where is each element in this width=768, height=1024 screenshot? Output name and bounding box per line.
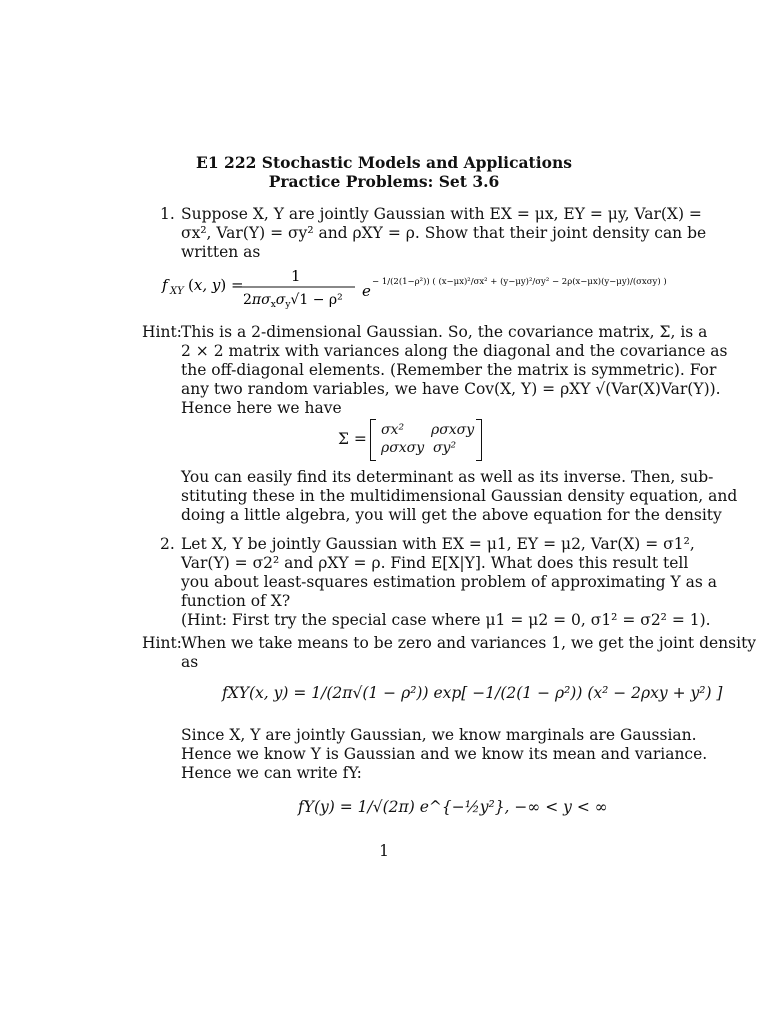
problem-2-line-4: function of X? [181,592,291,610]
svg-text:2πσxσy√1 − ρ²: $2\pi\sigma_x\sigma_y√1 - \rho^2$ [243,292,343,310]
problem-2-line-1: Let X, Y be jointly Gaussian with EX = μ1, EY = μ2, Var(X) = σ1², [181,535,695,553]
hint-2-equation-2: fY(y) = 1/√(2π) e^{−½y²}, −∞ < y < ∞ [298,798,608,816]
hint-2-equation-1: fXY(x, y) = 1/(2π√(1 − ρ²)) exp[ −1/(2(1 − ρ²)) (x² − 2ρxy + y²) ] [222,684,723,702]
hint-2-line-2: as [181,653,199,671]
problem-2-text [181,535,718,630]
document-title: E1 222 Stochastic Models and Applications [196,153,572,172]
document-subtitle: Practice Problems: Set 3.6 [268,172,500,191]
problem-1-line-3: written as [181,243,261,261]
problem-1-text [181,205,707,262]
hint-2-line-5: Hence we can write fY: [181,764,362,782]
matrix-cell-1-0: ρσxσy [381,440,425,456]
page-number: 1 [379,842,389,860]
matrix-cell-0-1: ρσxσy [431,422,475,438]
hint-1-line-8: doing a little algebra, you will get the above equation for the density [181,506,722,524]
svg-text:− 1/(2(1−ρ²)) ( (x−μx)²/σx² +: − 1/(2(1−ρ²)) ( (x−μx)²/σx² + (y−μy)²/σy² − 2ρ(x−μx)(y−μy)/(σxσy) ) [372,277,667,287]
hint-1-label: Hint: [142,323,182,341]
matrix-cell-0-0: σx² [381,422,405,438]
svg-text:e: e [362,282,371,300]
hint-1-line-2: 2 × 2 matrix with variances along the diagonal and the covariance as [181,342,728,360]
hint-2-line-3: Since X, Y are jointly Gaussian, we know marginals are Gaussian. [181,726,697,744]
hint-1-line-3: the off-diagonal elements. (Remember the matrix is symmetric). For [181,361,717,379]
svg-text:(x, y) =: (x, y) = [188,276,244,294]
svg-text:XY: XY [170,286,184,297]
problem-2-line-3: you about least-squares estimation problem of approximating Y as a [181,573,718,591]
problem-2-line-2: Var(Y) = σ2² and ρXY = ρ. Find E[X|Y]. What does this result tell [181,554,689,572]
svg-text:f: f [162,276,168,294]
hint-1-line-5: Hence here we have [181,399,342,417]
svg-text:1: 1 [291,267,301,285]
hint-2-text [181,634,757,672]
hint-2-line-4: Hence we know Y is Gaussian and we know its mean and variance. [181,745,708,763]
hint-2-continued [181,726,708,783]
hint-1-line-1: This is a 2-dimensional Gaussian. So, the covariance matrix, Σ, is a [181,323,708,341]
problem-1-line-2: σx², Var(Y) = σy² and ρXY = ρ. Show that their joint density can be [181,224,707,242]
problem-1-line-1: Suppose X, Y are jointly Gaussian with EX = μx, EY = μy, Var(X) = [181,205,702,223]
covariance-lhs: Σ = [338,430,367,448]
hint-1-line-7: stituting these in the multidimensional Gaussian density equation, and [181,487,738,505]
matrix-cell-1-1: σy² [433,440,457,456]
hint-2-line-1: When we take means to be zero and variances 1, we get the joint density [181,634,757,652]
hint-1-line-4: any two random variables, we have Cov(X, Y) = ρXY √(Var(X)Var(Y)). [181,380,721,398]
problem-2-number: 2. [160,535,175,553]
hint-1-continued [181,468,738,525]
problem-1-number: 1. [160,205,175,223]
covariance-matrix [370,420,482,460]
hint-1-line-6: You can easily find its determinant as well as its inverse. Then, sub- [181,468,714,486]
joint-density-equation-render [162,266,667,310]
hint-1-text [181,323,728,418]
hint-2-label: Hint: [142,634,182,652]
problem-2-line-5: (Hint: First try the special case where μ1 = μ2 = 0, σ1² = σ2² = 1). [181,611,711,629]
